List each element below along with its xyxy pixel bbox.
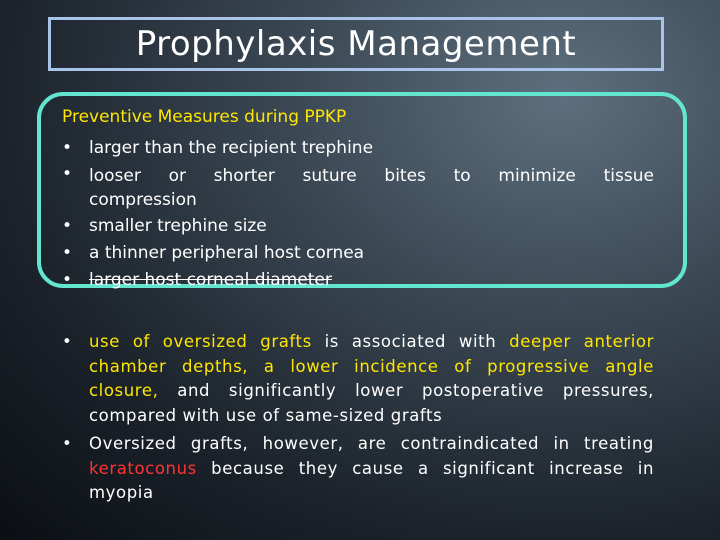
list-item-text: larger than the recipient trephine <box>89 138 374 158</box>
word: tissue <box>603 166 654 186</box>
highlight-text: use of oversized grafts <box>89 332 312 351</box>
bullet: • <box>62 243 73 263</box>
list-item-text: larger host corneal diameter <box>89 270 332 290</box>
list-item-text: smaller trephine size <box>89 216 267 236</box>
list-item <box>62 267 654 294</box>
word: to <box>453 166 471 186</box>
list-item <box>62 330 654 428</box>
notes-list <box>62 330 654 510</box>
word: suture <box>302 166 357 186</box>
list-item <box>62 432 654 506</box>
list-item <box>62 135 654 162</box>
word: bites <box>384 166 426 186</box>
list-item <box>62 213 654 240</box>
word: or <box>168 166 186 186</box>
list-item <box>62 240 654 267</box>
list-item-text <box>89 164 654 188</box>
measures-list <box>62 135 654 294</box>
bullet: • <box>62 332 73 351</box>
list-item-text: a thinner peripheral host cornea <box>89 243 365 263</box>
warning-text: keratoconus <box>89 458 197 478</box>
highlight-text: deeper anterior chamber depths, a lower incidence of progressive angle closure, <box>89 332 654 400</box>
word: shorter <box>213 166 275 186</box>
word: minimize <box>498 166 576 186</box>
bullet: • <box>62 270 73 290</box>
slide-title: Prophylaxis Management <box>135 24 577 64</box>
measures-heading: Preventive Measures during PPKP <box>62 107 347 127</box>
body-text: and significantly lower postoperative pressures, compared with use of same-sized grafts <box>89 381 654 425</box>
title-box <box>48 17 664 71</box>
bullet: • <box>62 216 73 236</box>
bullet: • <box>62 434 73 453</box>
bullet: • <box>62 164 73 184</box>
body-text: because they cause a significant increase in myopia <box>89 458 654 502</box>
body-text: Oversized grafts, however, are contraindicated in treating <box>89 434 654 453</box>
bullet: • <box>62 138 73 158</box>
body-text: is associated with <box>311 332 510 351</box>
word: looser <box>89 166 141 186</box>
list-item <box>62 162 654 213</box>
list-item-text-continued: compression <box>89 190 197 210</box>
